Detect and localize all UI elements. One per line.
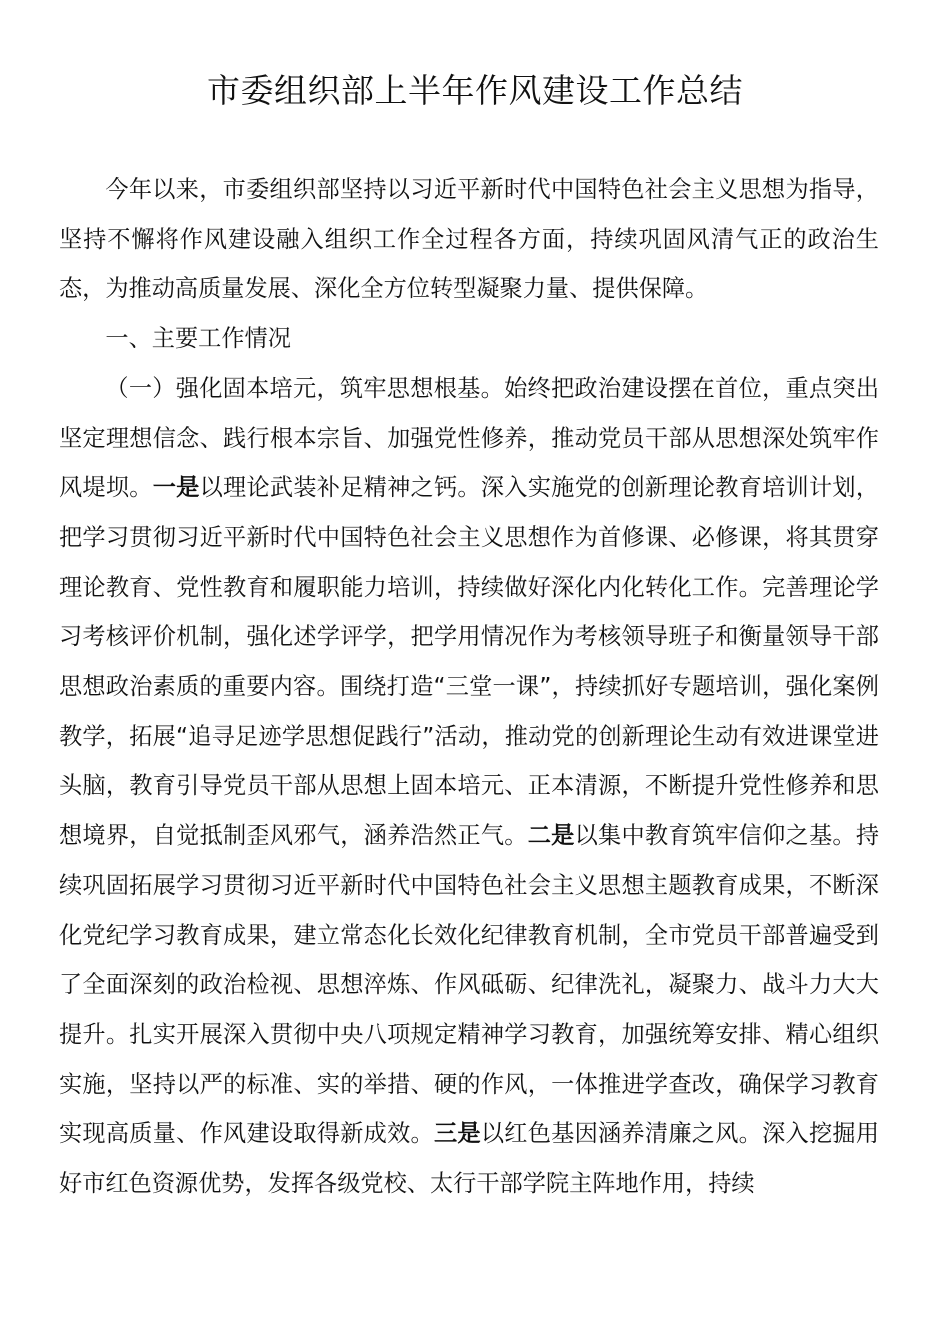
intro-paragraph: 今年以来，市委组织部坚持以习近平新时代中国特色社会主义思想为指导，坚持不懈将作风建设融入组织工作全过程各方面，持续巩固风清气正的政治生态，为推动高质量发展、深化全方位转型凝聚力量、提供保障。 bbox=[59, 176, 879, 303]
point-text-1: 以理论武装补足精神之钙。深入实施党的创新理论教育培训计划，把学习贯彻习近平新时代中国特色社会主义思想作为首修课、必修课，将其贯穿理论教育、党性教育和履职能力培训，持续做好深化内化转化工作。完善理论学习考核评价机制，强化述学评学，把学用情况作为考核领导班子和衡量领导干部思想政治素质的重要内容。围绕打造“三堂一课”，持续抓好专题培训，强化案例教学，拓展“追寻足迹学思想促践行”活动，推动党的创新理论生动有效进课堂进头脑，教育引导党员干部从思想上固本培元、正本清源，不断提升党性修养和思想境界，自觉抵制歪风邪气，涵养浩然正气。 bbox=[59, 474, 880, 850]
point-text-3: 以红色基因涵养清廉之风。深入挖掘用好市红色资源优势，发挥各级党校、太行干部学院主阵地作用，持续 bbox=[59, 1120, 880, 1198]
subsection-lead-1: 始终把政治建设摆在首位，重点突出坚定理想信念、践行根本宗旨、加强党性修养，推动党员干部从思想深处筑牢作风堤坝。 bbox=[59, 374, 880, 502]
document-body bbox=[59, 165, 879, 1209]
document-title: 市委组织部上半年作风建设工作总结 bbox=[207, 71, 743, 110]
subsection-heading-1: （一）强化固本培元，筑牢思想根基。 bbox=[105, 374, 505, 402]
point-label-1: 一是 bbox=[152, 474, 200, 502]
point-text-2: 以集中教育筑牢信仰之基。持续巩固拓展学习贯彻习近平新时代中国特色社会主义思想主题教育成果，不断深化党纪学习教育成果，建立常态化长效化纪律教育机制，全市党员干部普遍受到了全面深刻的政治检视、思想淬炼、作风砥砺、纪律洗礼，凝聚力、战斗力大大提升。扎实开展深入贯彻中央八项规定精神学习教育，加强统筹安排、精心组织实施，坚持以严的标准、实的举措、硬的作风，一体推进学查改，确保学习教育实现高质量、作风建设取得新成效。 bbox=[59, 822, 880, 1148]
section-heading-main-work: 一、主要工作情况 bbox=[105, 325, 291, 353]
point-label-3: 三是 bbox=[433, 1120, 481, 1148]
subsection-paragraph-1 bbox=[59, 364, 879, 1209]
point-label-2: 二是 bbox=[527, 822, 575, 850]
